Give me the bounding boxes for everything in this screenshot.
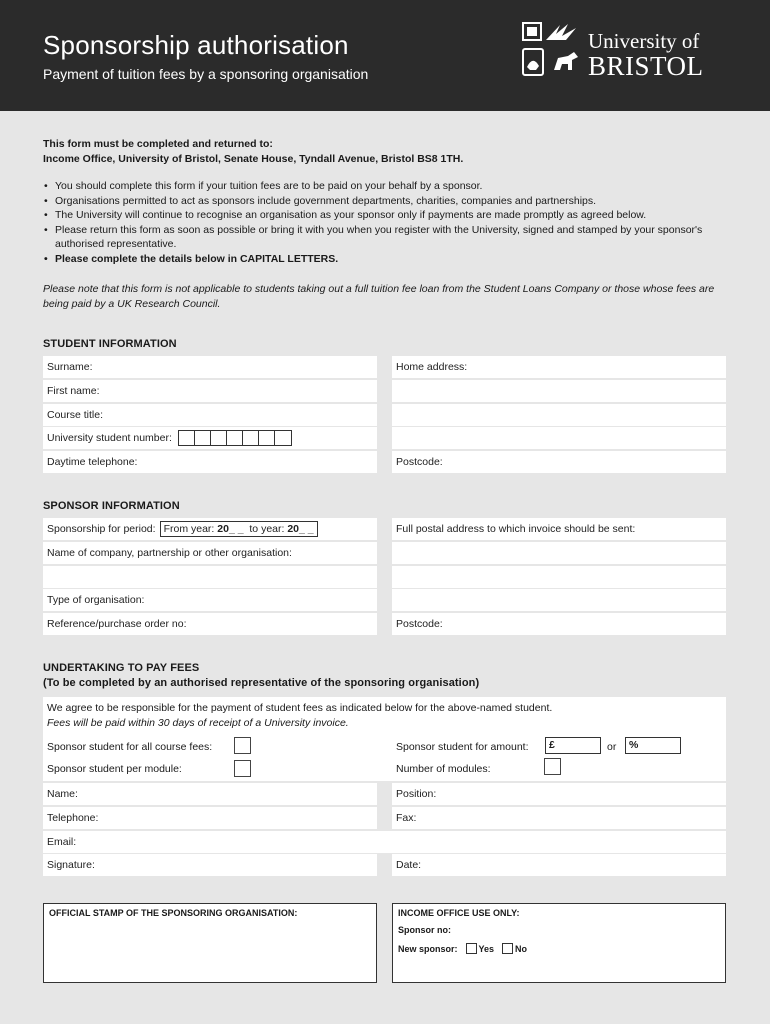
surname-field[interactable] [43,356,377,378]
period-years-box[interactable] [160,521,318,537]
date-label: Date: [396,859,422,871]
position-label: Position: [396,788,437,800]
list-item: • Please return this form as soon as possible or bring it with you when you register with the University, signed and stamped by your sponsor's authorised representative. [43,223,723,252]
course-title-label: Course title: [47,409,104,421]
organisation-name-field[interactable] [43,542,377,564]
logo-text-university: University of [588,29,700,53]
organisation-type-label: Type of organisation: [47,594,145,606]
daytime-telephone-field[interactable] [43,451,377,473]
eligibility-note: Please note that this form is not applicable to students taking out a full tuition fee loan from the Student Loans Company or those whose fees are being paid by a UK Research Council. [43,283,715,310]
page-subtitle: Payment of tuition fees by a sponsoring organisation [43,66,369,82]
undertaking-section-title: UNDERTAKING TO PAY FEES [43,662,200,674]
number-of-modules-input[interactable] [544,758,561,775]
or-label: or [607,741,617,753]
university-logo [522,22,732,84]
crest-icon [522,22,584,80]
fax-field[interactable] [392,807,726,829]
per-module-checkbox[interactable] [234,760,251,777]
telephone-label: Telephone: [47,812,99,824]
amount-label: Sponsor student for amount: [396,741,529,753]
fax-label: Fax: [396,812,417,824]
representative-name-label: Name: [47,788,78,800]
organisation-name-line-2[interactable] [43,566,377,588]
list-item: • The University will continue to recognise an organisation as your sponsor only if payments are made promptly as agreed below. [43,208,723,223]
list-item: • You should complete this form if your tuition fees are to be paid on your behalf by a sponsor. [43,179,723,194]
reference-number-field[interactable] [43,613,377,635]
reference-number-label: Reference/purchase order no: [47,618,187,630]
telephone-field[interactable] [43,807,377,829]
signature-label: Signature: [47,859,95,871]
email-field[interactable] [43,831,726,853]
no-label: No [515,944,528,954]
sponsor-postcode-label: Postcode: [396,618,443,630]
invoice-address-line-4[interactable] [392,589,726,611]
list-item: • Please complete the details below in CAPITAL LETTERS. [43,252,723,267]
invoice-address-line-2[interactable] [392,542,726,564]
student-number-field[interactable] [43,427,377,449]
representative-name-field[interactable] [43,783,377,805]
undertaking-panel [43,697,726,781]
yes-label: Yes [478,944,495,954]
invoice-address-field[interactable] [392,518,726,540]
email-label: Email: [47,836,77,848]
from-year-label: From year: [163,523,215,536]
all-fees-label: Sponsor student for all course fees: [47,741,213,753]
amount-percent-input[interactable] [625,737,681,754]
sponsorship-period-field [43,518,377,540]
instruction-list [43,179,723,267]
student-number-label: University student number: [47,432,172,444]
home-address-line-4[interactable] [392,427,726,449]
sponsor-no-label: Sponsor no: [398,925,451,935]
agreement-text: We agree to be responsible for the payment of student fees as indicated below for the above-named student. [47,702,553,714]
pound-sign: £ [549,739,555,751]
undertaking-subtitle: (To be completed by an authorised representative of the sponsoring organisation) [43,677,480,689]
new-sponsor-label: New sponsor: [398,944,458,954]
student-section-title: STUDENT INFORMATION [43,338,177,350]
new-sponsor-row [398,943,527,954]
home-address-line-2[interactable] [392,380,726,402]
invoice-address-line-3[interactable] [392,566,726,588]
logo-text-bristol: BRISTOL [588,51,704,81]
sponsorship-period-label: Sponsorship for period: [47,523,156,535]
first-name-field[interactable] [43,380,377,402]
organisation-name-label: Name of company, partnership or other organisation: [47,547,292,559]
per-module-label: Sponsor student per module: [47,763,182,775]
return-instruction: This form must be completed and returned to: [43,138,273,150]
invoice-address-label: Full postal address to which invoice should be sent: [396,523,636,535]
official-stamp-label: OFFICIAL STAMP OF THE SPONSORING ORGANISATION: [49,908,298,918]
daytime-telephone-label: Daytime telephone: [47,456,138,468]
amount-pound-input[interactable] [545,737,601,754]
home-address-label: Home address: [396,361,468,373]
to-year-input[interactable]: 20_ _ [287,523,314,536]
signature-field[interactable] [43,854,377,876]
course-title-field[interactable] [43,404,377,426]
all-fees-checkbox[interactable] [234,737,251,754]
header-banner [0,0,770,111]
list-item: • Organisations permitted to act as sponsors include government departments, charities, companies and partnerships. [43,194,723,209]
payment-terms-text: Fees will be paid within 30 days of receipt of a University invoice. [47,717,349,729]
first-name-label: First name: [47,385,100,397]
student-postcode-field[interactable] [392,451,726,473]
new-sponsor-no-checkbox[interactable] [502,943,513,954]
page-title: Sponsorship authorisation [43,30,349,60]
number-of-modules-label: Number of modules: [396,763,491,775]
office-use-label: INCOME OFFICE USE ONLY: [398,908,520,918]
surname-label: Surname: [47,361,93,373]
student-number-digit-boxes[interactable] [178,430,292,446]
income-office-box [392,903,726,983]
percent-sign: % [629,739,639,751]
home-address-field[interactable] [392,356,726,378]
from-year-input[interactable]: 20_ _ [217,523,244,536]
date-field[interactable] [392,854,726,876]
position-field[interactable] [392,783,726,805]
sponsor-section-title: SPONSOR INFORMATION [43,500,180,512]
sponsor-postcode-field[interactable] [392,613,726,635]
return-address: Income Office, University of Bristol, Senate House, Tyndall Avenue, Bristol BS8 1TH. [43,153,464,165]
to-year-label: to year: [249,523,285,536]
new-sponsor-yes-checkbox[interactable] [466,943,477,954]
organisation-type-field[interactable] [43,589,377,611]
intro-block [43,137,733,167]
home-address-line-3[interactable] [392,404,726,426]
official-stamp-box[interactable] [43,903,377,983]
student-postcode-label: Postcode: [396,456,443,468]
